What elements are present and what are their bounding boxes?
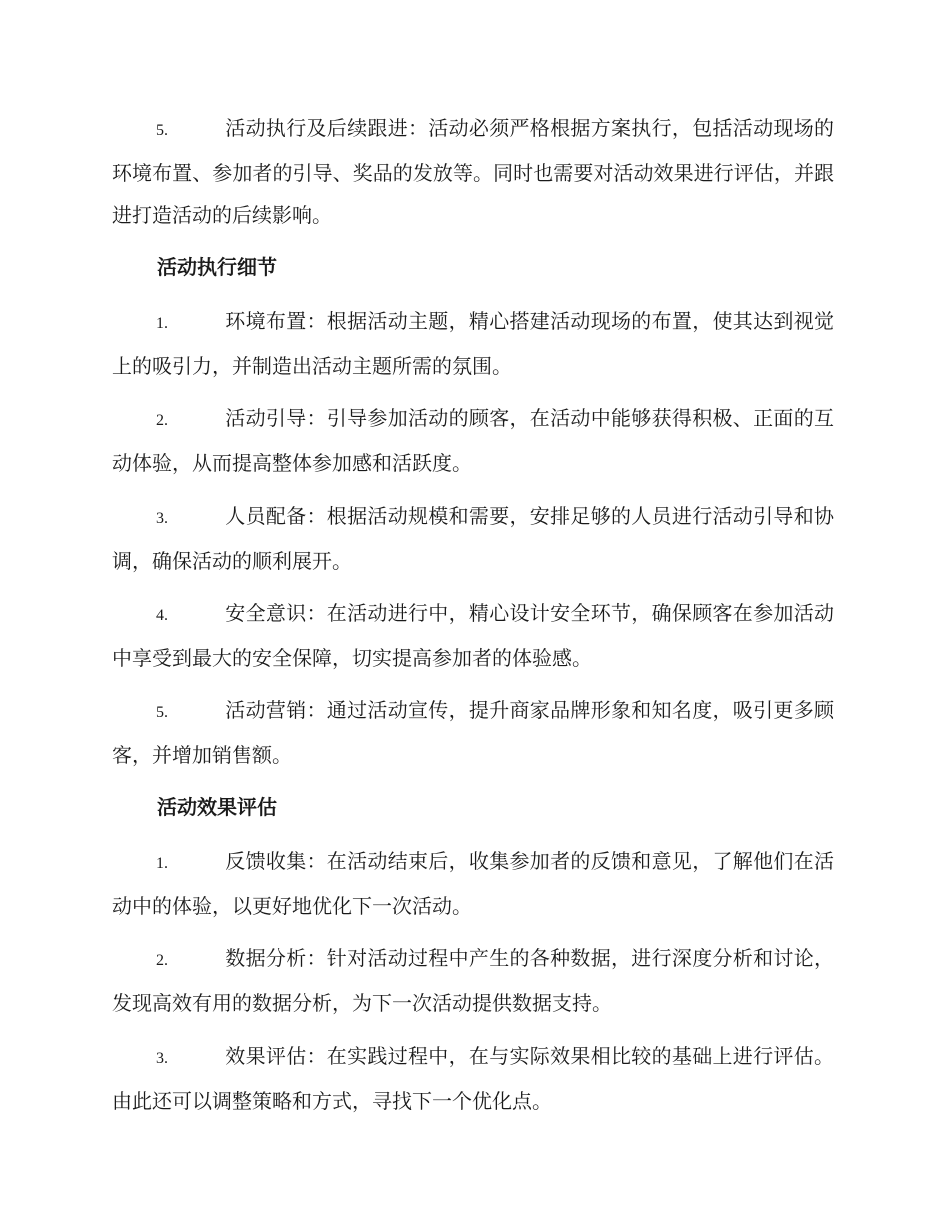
item-number: 1. <box>156 315 168 332</box>
item-text: 效果评估：在实践过程中，在与实际效果相比较的基础上进行评估。由此还可以调整策略和方式，寻找下一个优化点。 <box>112 1044 834 1113</box>
item-text: 环境布置：根据活动主题，精心搭建活动现场的布置，使其达到视觉上的吸引力，并制造出活动主题所需的氛围。 <box>112 309 834 378</box>
section-heading-execution: 活动执行细节 <box>157 255 277 279</box>
item-number: 2. <box>156 952 168 969</box>
section-heading-evaluation: 活动效果评估 <box>157 795 277 819</box>
item-number: 4. <box>156 607 168 624</box>
item-text: 人员配备：根据活动规模和需要，安排足够的人员进行活动引导和协调，确保活动的顺利展开。 <box>112 504 834 573</box>
list-item <box>112 689 834 776</box>
item-text: 活动执行及后续跟进：活动必须严格根据方案执行，包括活动现场的环境布置、参加者的引导、奖品的发放等。同时也需要对活动效果进行评估，并跟进打造活动的后续影响。 <box>112 116 834 227</box>
item-text: 活动营销：通过活动宣传，提升商家品牌形象和知名度，吸引更多顾客，并增加销售额。 <box>112 698 834 767</box>
list-item <box>112 840 834 927</box>
item-number: 1. <box>156 855 168 872</box>
item-text: 反馈收集：在活动结束后，收集参加者的反馈和意见，了解他们在活动中的体验，以更好地优化下一次活动。 <box>112 849 834 918</box>
list-item <box>112 107 834 236</box>
list-item <box>112 300 834 387</box>
list-item <box>112 937 834 1024</box>
item-number: 5. <box>156 122 168 139</box>
list-item <box>112 397 834 484</box>
list-item <box>112 495 834 582</box>
list-item <box>112 592 834 679</box>
item-number: 2. <box>156 412 168 429</box>
list-item <box>112 1035 834 1122</box>
item-number: 3. <box>156 510 168 527</box>
item-number: 5. <box>156 704 168 721</box>
item-text: 数据分析：针对活动过程中产生的各种数据，进行深度分析和讨论，发现高效有用的数据分析，为下一次活动提供数据支持。 <box>112 946 834 1015</box>
item-number: 3. <box>156 1050 168 1067</box>
item-text: 活动引导：引导参加活动的顾客，在活动中能够获得积极、正面的互动体验，从而提高整体参加感和活跃度。 <box>112 406 834 475</box>
item-text: 安全意识：在活动进行中，精心设计安全环节，确保顾客在参加活动中享受到最大的安全保障，切实提高参加者的体验感。 <box>112 601 834 670</box>
